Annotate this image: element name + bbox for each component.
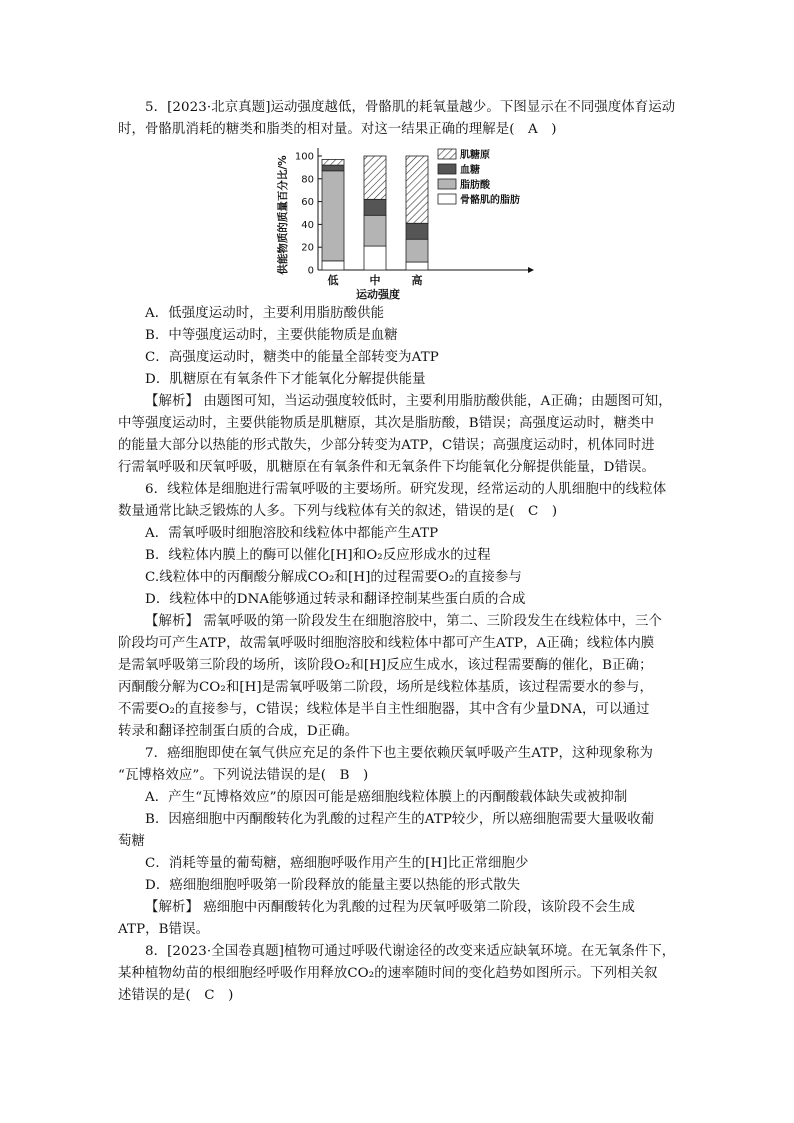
q6-option-a: A．需氧呼吸时细胞溶胶和线粒体中都能产生ATP	[145, 526, 439, 541]
bar-segment	[406, 262, 428, 270]
bar-segment	[322, 171, 344, 261]
chart-xlabel: 运动强度	[356, 288, 400, 301]
y-tick-label: 80	[301, 174, 314, 186]
x-tick-label: 高	[411, 274, 423, 287]
q6-option-c: C.线粒体中的丙酮酸分解成CO₂和[H]的过程需要O₂的直接参与	[145, 570, 522, 585]
bar-segment	[322, 165, 344, 171]
legend-label: 肌糖原	[460, 150, 490, 161]
bar-segment	[406, 156, 428, 223]
bar-segment	[322, 261, 344, 270]
bar-segment	[322, 159, 344, 165]
q6-option-b: B．线粒体内膜上的酶可以催化[H]和O₂反应形成水的过程	[145, 548, 491, 563]
q7-option-b-1: B．因癌细胞中丙酮酸转化为乳酸的过程产生的ATP较少，所以癌细胞需要大量吸收葡	[145, 812, 655, 827]
q5-option-b: B．中等强度运动时，主要供能物质是血糖	[145, 328, 398, 343]
q5-option-c: C．高强度运动时，糖类中的能量全部转变为ATP	[145, 350, 439, 365]
y-tick-label: 40	[301, 219, 314, 231]
y-tick-label: 20	[301, 242, 314, 254]
q6-explanation-5: 不需要O₂的直接参与，C错误；线粒体是半自主性细胞器，其中含有少量DNA，可以通过	[118, 702, 650, 717]
q8-stem-line-2: 某种植物幼苗的根细胞经呼吸作用释放CO₂的速率随时间的变化趋势如图所示。下列相关叙	[118, 966, 658, 981]
q7-option-d: D．癌细胞细胞呼吸第一阶段释放的能量主要以热能的形式散失	[145, 878, 521, 893]
bar-segment	[364, 215, 386, 246]
legend-label: 骨骼肌的脂肪	[460, 195, 520, 206]
legend-label: 脂肪酸	[460, 180, 490, 191]
q6-explanation-4: 丙酮酸分解为CO₂和[H]是需氧呼吸第二阶段，场所是线粒体基质，该过程需要水的参与，	[118, 680, 653, 695]
q6-stem-line-2: 数量通常比缺乏锻炼的人多。下列与线粒体有关的叙述，错误的是( C )	[118, 504, 558, 519]
q6-stem-line-1: 6．线粒体是细胞进行需氧呼吸的主要场所。研究发现，经常运动的人肌细胞中的线粒体	[145, 482, 667, 497]
legend-swatch	[438, 179, 456, 189]
q6-explanation-2: 阶段均可产生ATP，故需氧呼吸时细胞溶胶和线粒体中都可产生ATP，A正确；线粒体内膜	[118, 636, 655, 651]
q8-stem-line-3: 述错误的是( C )	[118, 988, 234, 1003]
q5-explanation-1: 【解析】 由题图可知，当运动强度较低时，主要利用脂肪酸供能，A正确；由题图可知，	[145, 394, 672, 409]
q8-stem-line-1: 8．[2023·全国卷真题]植物可通过呼吸代谢途径的改变来适应缺氧环境。在无氧条件下，	[145, 944, 676, 959]
x-tick-label: 中	[369, 274, 381, 287]
bar-segment	[364, 246, 386, 270]
energy-source-chart	[270, 140, 570, 302]
bar-segment	[406, 223, 428, 239]
q7-explanation-2: ATP，B错误。	[118, 922, 210, 937]
y-tick-label: 0	[307, 265, 314, 277]
bar-segment	[364, 156, 386, 199]
q6-option-d: D．线粒体中的DNA能够通过转录和翻译控制某些蛋白质的合成	[145, 592, 526, 607]
q5-option-a: A．低强度运动时，主要利用脂肪酸供能	[145, 306, 385, 321]
q6-explanation-6: 转录和翻译控制蛋白质的合成，D正确。	[118, 724, 359, 739]
q7-option-a: A．产生“瓦博格效应”的原因可能是癌细胞线粒体膜上的丙酮酸载体缺失或被抑制	[145, 790, 628, 805]
q5-explanation-3: 的能量大部分以热能的形式散失，少部分转变为ATP，C错误；高强度运动时，机体同时进	[118, 438, 655, 453]
q7-stem-line-2: “瓦博格效应”。下列说法错误的是( B )	[118, 768, 369, 783]
x-axis-arrow	[528, 267, 534, 273]
x-tick-label: 低	[327, 274, 339, 287]
legend-swatch	[438, 194, 456, 204]
q6-explanation-3: 是需氧呼吸第三阶段的场所，该阶段O₂和[H]反应生成水，该过程需要酶的催化，B正确；	[118, 658, 653, 673]
q7-stem-line-1: 7．癌细胞即使在氧气供应充足的条件下也主要依赖厌氧呼吸产生ATP，这种现象称为	[145, 746, 653, 761]
q5-option-d: D．肌糖原在有氧条件下才能氧化分解提供能量	[145, 372, 426, 387]
legend-swatch	[438, 149, 456, 159]
legend-swatch	[438, 164, 456, 174]
q5-stem-line-2: 时，骨骼肌消耗的糖类和脂类的相对量。对这一结果正确的理解是( A )	[118, 122, 557, 137]
q5-stem-line-1: 5．[2023·北京真题]运动强度越低，骨骼肌的耗氧量越少。下图显示在不同强度体育运动	[145, 100, 676, 115]
bar-segment	[406, 239, 428, 262]
legend-label: 血糖	[460, 165, 480, 176]
q5-explanation-2: 中等强度运动时，主要供能物质是肌糖原，其次是脂肪酸，B错误；高强度运动时，糖类中	[118, 416, 655, 431]
q6-explanation-1: 【解析】 需氧呼吸的第一阶段发生在细胞溶胶中，第二、三阶段发生在线粒体中，三个	[145, 614, 662, 629]
y-tick-label: 60	[301, 197, 314, 209]
q5-explanation-4: 行需氧呼吸和厌氧呼吸，肌糖原在有氧条件和无氧条件下均能氧化分解提供能量，D错误。	[118, 460, 655, 475]
y-tick-label: 100	[294, 151, 314, 163]
bar-segment	[364, 199, 386, 215]
q7-option-c: C．消耗等量的葡萄糖，癌细胞呼吸作用产生的[H]比正常细胞少	[145, 856, 529, 871]
q7-option-b-2: 萄糖	[118, 834, 145, 849]
chart-ylabel: 供能物质的质量百分比/%	[277, 155, 289, 275]
q7-explanation-1: 【解析】 癌细胞中丙酮酸转化为乳酸的过程为厌氧呼吸第二阶段，该阶段不会生成	[145, 900, 636, 915]
